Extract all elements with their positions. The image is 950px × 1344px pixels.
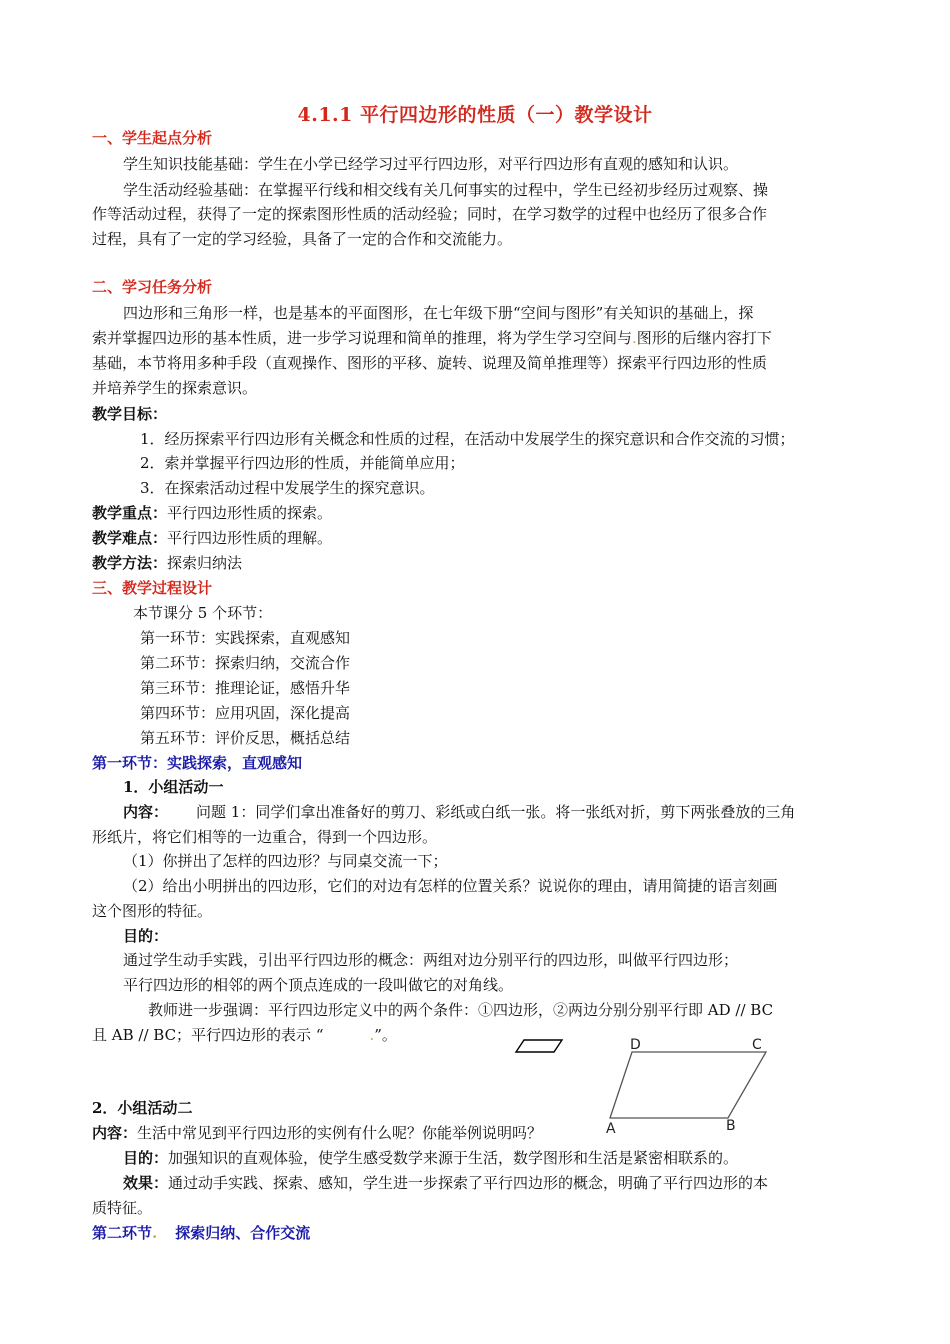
effect-text: 质特征。 [92,1199,153,1217]
paragraph: 过程，具有了一定的学习经验，具备了一定的合作和交流能力。 [92,230,513,248]
process-step: 第三环节：推理论证，感悟升华 [140,679,351,697]
vertex-label-c: C [752,1037,762,1053]
paragraph: 四边形和三角形一样，也是基本的平面图形，在七年级下册“空间与图形”有关知识的基础上，探 [123,304,754,322]
paragraph: 基础，本节将用多种手段（直观操作、图形的平移、旋转、说理及简单推理等）探索平行四边形的性质 [92,354,768,372]
section-heading-1: 一、学生起点分析 [92,129,213,147]
section-heading-2: 二、学习任务分析 [92,278,213,296]
purpose-text: 平行四边形的相邻的两个顶点连成的一段叫做它的对角线。 [123,976,514,994]
purpose-text: 通过学生动手实践，引出平行四边形的概念：两组对边分别平行的四边形，叫做平行四边形； [123,951,739,969]
purpose-text: 目的：加强知识的直观体验，使学生感受数学来源于生活，数学图形和生活是紧密相联系的。 [123,1149,739,1167]
activity-content: 形纸片，将它们相等的一边重合，得到一个四边形。 [92,828,438,846]
goal-item: 2．索并掌握平行四边形的性质，并能简单应用； [140,454,465,472]
activity-content: 内容： 问题 1：同学们拿出准备好的剪刀、彩纸或白纸一张。将一张纸对折，剪下两张叠放的三角 [123,803,796,821]
key-point: 教学重点：平行四边形性质的探索。 [92,504,333,522]
teacher-note: 且 AB // BC；平行四边形的表示 “ .”。 [92,1026,397,1044]
goal-item: 1．经历探索平行四边形有关概念和性质的过程，在活动中发展学生的探究意识和合作交流的习惯； [140,430,795,448]
vertex-label-d: D [630,1037,641,1053]
paragraph: 并培养学生的探索意识。 [92,379,258,397]
process-intro: 本节课分 5 个环节： [133,604,273,622]
paragraph: 学生知识技能基础：学生在小学已经学习过平行四边形，对平行四边形有直观的感知和认识。 [123,155,739,173]
goals-label: 教学目标： [92,405,168,423]
paragraph: 学生活动经验基础：在掌握平行线和相交线有关几何事实的过程中，学生已经初步经历过观察、操 [123,181,769,199]
question: （1）你拼出了怎样的四边形？与同桌交流一下； [123,852,448,870]
parallelogram-symbol-icon [516,1040,562,1052]
section-heading-3: 三、教学过程设计 [92,579,213,597]
paragraph: 作等活动过程，获得了一定的探索图形性质的活动经验；同时，在学习数学的过程中也经历了很多合作 [92,205,768,223]
parallelogram-abcd [610,1052,766,1118]
process-step: 第二环节：探索归纳，交流合作 [140,654,351,672]
segment-heading-2: 第二环节. 探索归纳、合作交流 [92,1224,311,1242]
teaching-method: 教学方法：探索归纳法 [92,554,243,572]
vertex-label-a: A [606,1121,616,1137]
teacher-note: 教师进一步强调：平行四边形定义中的两个条件：①四边形，②两边分别分别平行即 AD // BC [148,1001,774,1019]
process-step: 第一环节：实践探索，直观感知 [140,629,351,647]
paragraph: 索并掌握四边形的基本性质，进一步学习说理和简单的推理，将为学生学习空间与.图形的后继内容打下 [92,329,772,347]
question: （2）给出小明拼出的四边形，它们的对边有怎样的位置关系？说说你的理由，请用简捷的语言刻画 [123,877,778,895]
vertex-label-b: B [726,1118,736,1134]
purpose-label: 目的： [123,927,169,945]
process-step: 第五环节：评价反思，概括总结 [140,729,351,747]
process-step: 第四环节：应用巩固，深化提高 [140,704,351,722]
segment-heading-1: 第一环节：实践探索，直观感知 [92,754,303,772]
document-title: 4.1.1 平行四边形的性质（一）教学设计 [297,104,653,126]
activity-title: 2．小组活动二 [92,1099,193,1117]
activity-title: 1．小组活动一 [123,778,224,796]
difficulty: 教学难点：平行四边形性质的理解。 [92,529,333,547]
activity-content: 内容：生活中常见到平行四边形的实例有什么呢？你能举例说明吗？ [92,1124,543,1142]
effect-text: 效果：通过动手实践、探索、感知，学生进一步探索了平行四边形的概念，明确了平行四边形的本 [123,1174,769,1192]
goal-item: 3．在探索活动过程中发展学生的探究意识。 [140,479,435,497]
question: 这个图形的特征。 [92,902,213,920]
